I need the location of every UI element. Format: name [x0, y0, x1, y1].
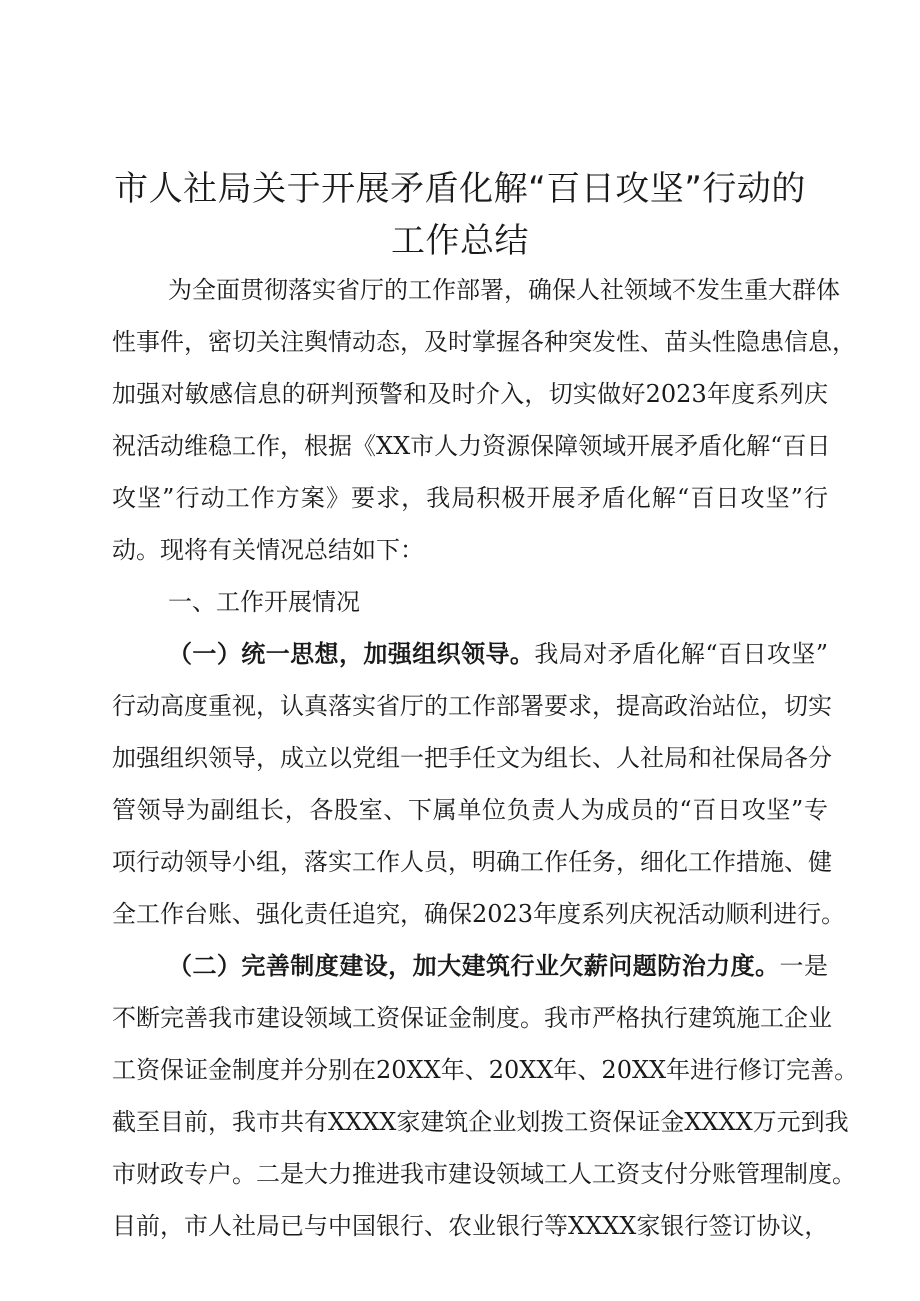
section-heading: 一、工作开展情况 — [168, 588, 360, 616]
document-title-line-1: 市人社局关于开展矛盾化解“百日攻坚”行动的 — [114, 169, 806, 209]
para2-first-line-text: 一是 — [779, 952, 829, 980]
para1-bold-lead: （一）统一思想，加强组织领导。 — [168, 640, 535, 668]
para2-line: 工资保证金制度并分别在20XX年、20XX年、20XX年进行修订完善。 — [112, 1056, 859, 1084]
para2-line: 目前，市人社局已与中国银行、农业银行等XXXX家银行签订协议， — [112, 1212, 829, 1240]
para2-bold-lead: （二）完善制度建设，加大建筑行业欠薪问题防治力度。 — [168, 952, 780, 980]
intro-line: 动。现将有关情况总结如下： — [112, 536, 424, 564]
para1-first-line — [168, 628, 828, 680]
para2-first-line — [168, 940, 828, 992]
para1-line: 全工作台账、强化责任追究，确保2023年度系列庆祝活动顺利进行。 — [112, 900, 846, 928]
document-title-line-2: 工作总结 — [391, 221, 529, 261]
intro-line: 祝活动维稳工作，根据《XX市人力资源保障领域开展矛盾化解“百日 — [112, 432, 831, 460]
intro-line: 攻坚”行动工作方案》要求，我局积极开展矛盾化解“百日攻坚”行 — [112, 484, 828, 512]
intro-line: 为全面贯彻落实省厅的工作部署，确保人社领域不发生重大群体 — [168, 276, 840, 304]
para1-line: 项行动领导小组，落实工作人员，明确工作任务，细化工作措施、健 — [112, 848, 832, 876]
para1-first-line-text: 我局对矛盾化解“百日攻坚” — [534, 640, 829, 668]
para2-line: 截至目前，我市共有XXXX家建筑企业划拨工资保证金XXXX万元到我 — [112, 1108, 849, 1136]
intro-line: 加强对敏感信息的研判预警和及时介入，切实做好2023年度系列庆 — [112, 380, 828, 408]
para1-line: 管领导为副组长，各股室、下属单位负责人为成员的“百日攻坚”专 — [112, 796, 828, 824]
intro-line: 性事件，密切关注舆情动态，及时掌握各种突发性、苗头性隐患信息， — [112, 328, 856, 356]
para2-line: 市财政专户。二是大力推进我市建设领域工人工资支付分账管理制度。 — [112, 1160, 856, 1188]
para2-line: 不断完善我市建设领域工资保证金制度。我市严格执行建筑施工企业 — [112, 1004, 832, 1032]
para1-line: 加强组织领导，成立以党组一把手任文为组长、人社局和社保局各分 — [112, 744, 832, 772]
para1-line: 行动高度重视，认真落实省厅的工作部署要求，提高政治站位，切实 — [112, 692, 832, 720]
